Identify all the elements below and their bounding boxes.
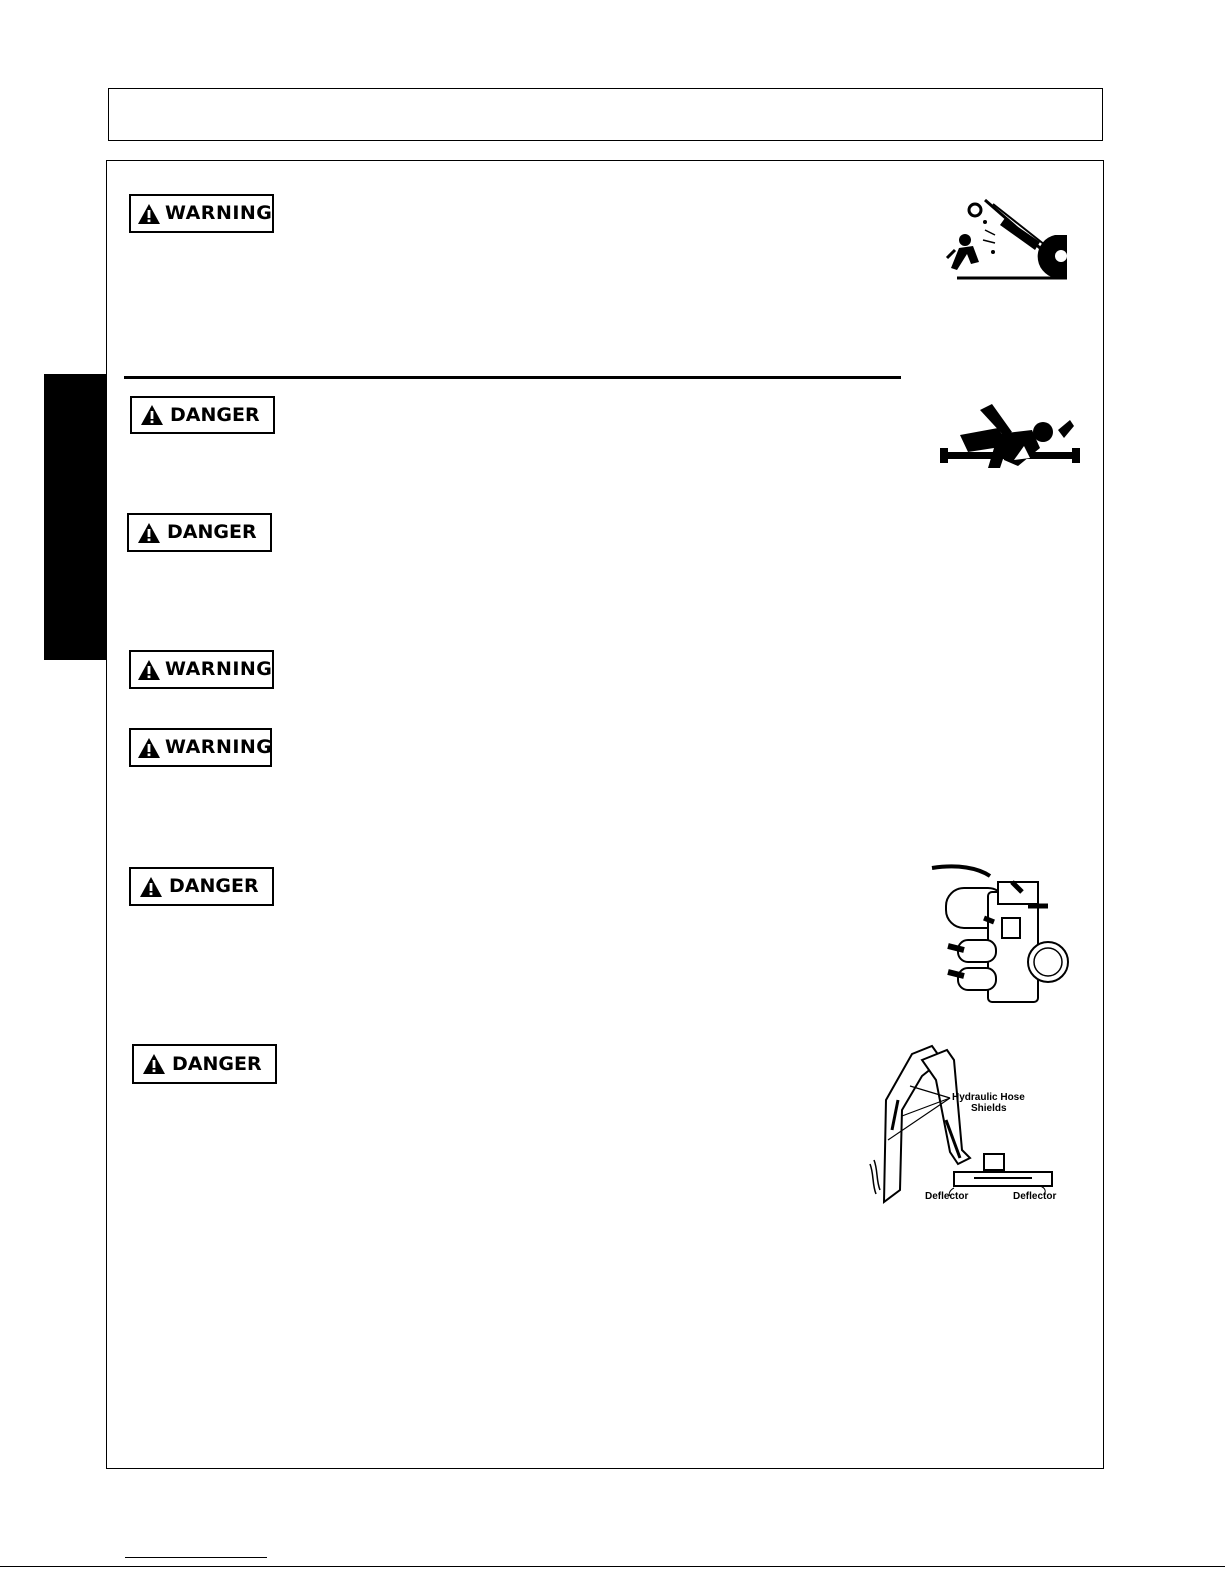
section-divider (124, 376, 901, 379)
content-box (106, 160, 1104, 1469)
boom-mower-figure (862, 1040, 1062, 1208)
warning-sign (129, 194, 274, 233)
sign-label: DANGER (167, 521, 257, 543)
warning-triangle-icon (137, 203, 161, 225)
sign-label: DANGER (172, 1052, 262, 1075)
section-side-tab (44, 374, 107, 660)
warning-triangle-icon (137, 659, 161, 681)
sign-label: WARNING (165, 658, 273, 680)
warning-triangle-icon (140, 404, 164, 426)
danger-sign (129, 867, 274, 906)
deflector-label-left: Deflector (925, 1191, 969, 1202)
hydraulic-pump-icon (928, 862, 1073, 1014)
sign-label: WARNING (165, 202, 273, 224)
danger-sign (130, 396, 275, 434)
warning-triangle-icon (139, 876, 163, 898)
warning-triangle-icon (137, 522, 161, 544)
deflector-label-right: Deflector (1013, 1191, 1057, 1202)
sign-label: DANGER (170, 403, 260, 426)
danger-sign (132, 1044, 277, 1084)
footer-rule (0, 1566, 1225, 1567)
hose-shields-label-line2: Shields (971, 1103, 1007, 1114)
warning-sign (129, 650, 274, 689)
thrown-object-hazard-icon (945, 190, 1070, 282)
sign-label: WARNING (165, 736, 273, 758)
hose-shields-label-line1: Hydraulic Hose (952, 1092, 1025, 1103)
sign-label: DANGER (169, 875, 259, 897)
page-header-box (108, 88, 1103, 141)
warning-sign (129, 728, 272, 767)
danger-sign (127, 513, 272, 552)
driveline-entanglement-icon (940, 400, 1080, 475)
warning-triangle-icon (142, 1053, 166, 1075)
warning-triangle-icon (137, 737, 161, 759)
footer-link-underline (125, 1557, 267, 1558)
boom-mower-icon (862, 1040, 1062, 1208)
